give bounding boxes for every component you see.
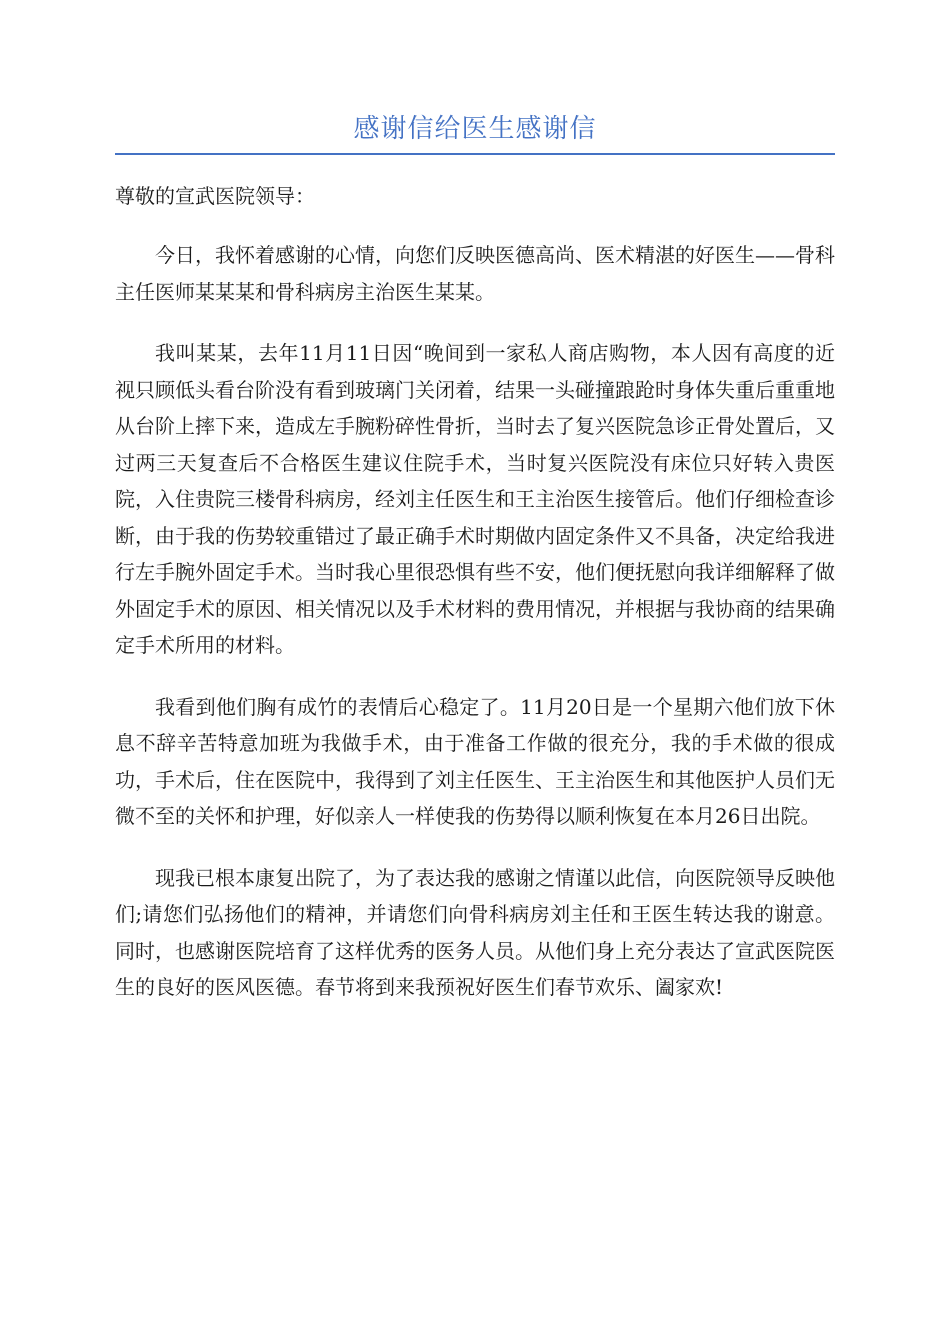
letter-body bbox=[115, 178, 835, 1006]
paragraph-3: 我看到他们胸有成竹的表情后心稳定了。11月20日是一个星期六他们放下休息不辞辛苦特意加班为我做手术，由于准备工作做的很充分，我的手术做的很成功，手术后，住在医院中，我得到了刘主任医生、王主治医生和其他医护人员们无微不至的关怀和护理，好似亲人一样使我的伤势得以顺利恢复在本月26日出院。 bbox=[115, 694, 835, 828]
paragraph-1: 今日，我怀着感谢的心情，向您们反映医德高尚、医术精湛的好医生——骨科主任医师某某某和骨科病房主治医生某某。 bbox=[115, 243, 835, 304]
paragraph-4: 现我已根本康复出院了，为了表达我的感谢之情谨以此信，向医院领导反映他们;请您们弘扬他们的精神，并请您们向骨科病房刘主任和王医生转达我的谢意。同时，也感谢医院培育了这样优秀的医务人员。从他们身上充分表达了宣武医院医生的良好的医风医德。春节将到来我预祝好医生们春节欢乐、阖家欢! bbox=[115, 865, 835, 999]
document-title: 感谢信给医生感谢信 bbox=[353, 114, 597, 144]
title-underline bbox=[115, 153, 835, 155]
salutation: 尊敬的宣武医院领导： bbox=[115, 184, 315, 208]
paragraph-2: 我叫某某，去年11月11日因“晚间到一家私人商店购物，本人因有高度的近视只顾低头看台阶没有看到玻璃门关闭着，结果一头碰撞踉跄时身体失重后重重地从台阶上摔下来，造成左手腕粉碎性骨折，当时去了复兴医院急诊正骨处置后，又过两三天复查后不合格医生建议住院手术，当时复兴医院没有床位只好转入贵医院，入住贵院三楼骨科病房，经刘主任医生和王主治医生接管后。他们仔细检查诊断，由于我的伤势较重错过了最正确手术时期做内固定条件又不具备，决定给我进行左手腕外固定手术。当时我心里很恐惧有些不安，他们便抚慰向我详细解释了做外固定手术的原因、相关情况以及手术材料的费用情况，并根据与我协商的结果确定手术所用的材料。 bbox=[115, 341, 835, 657]
